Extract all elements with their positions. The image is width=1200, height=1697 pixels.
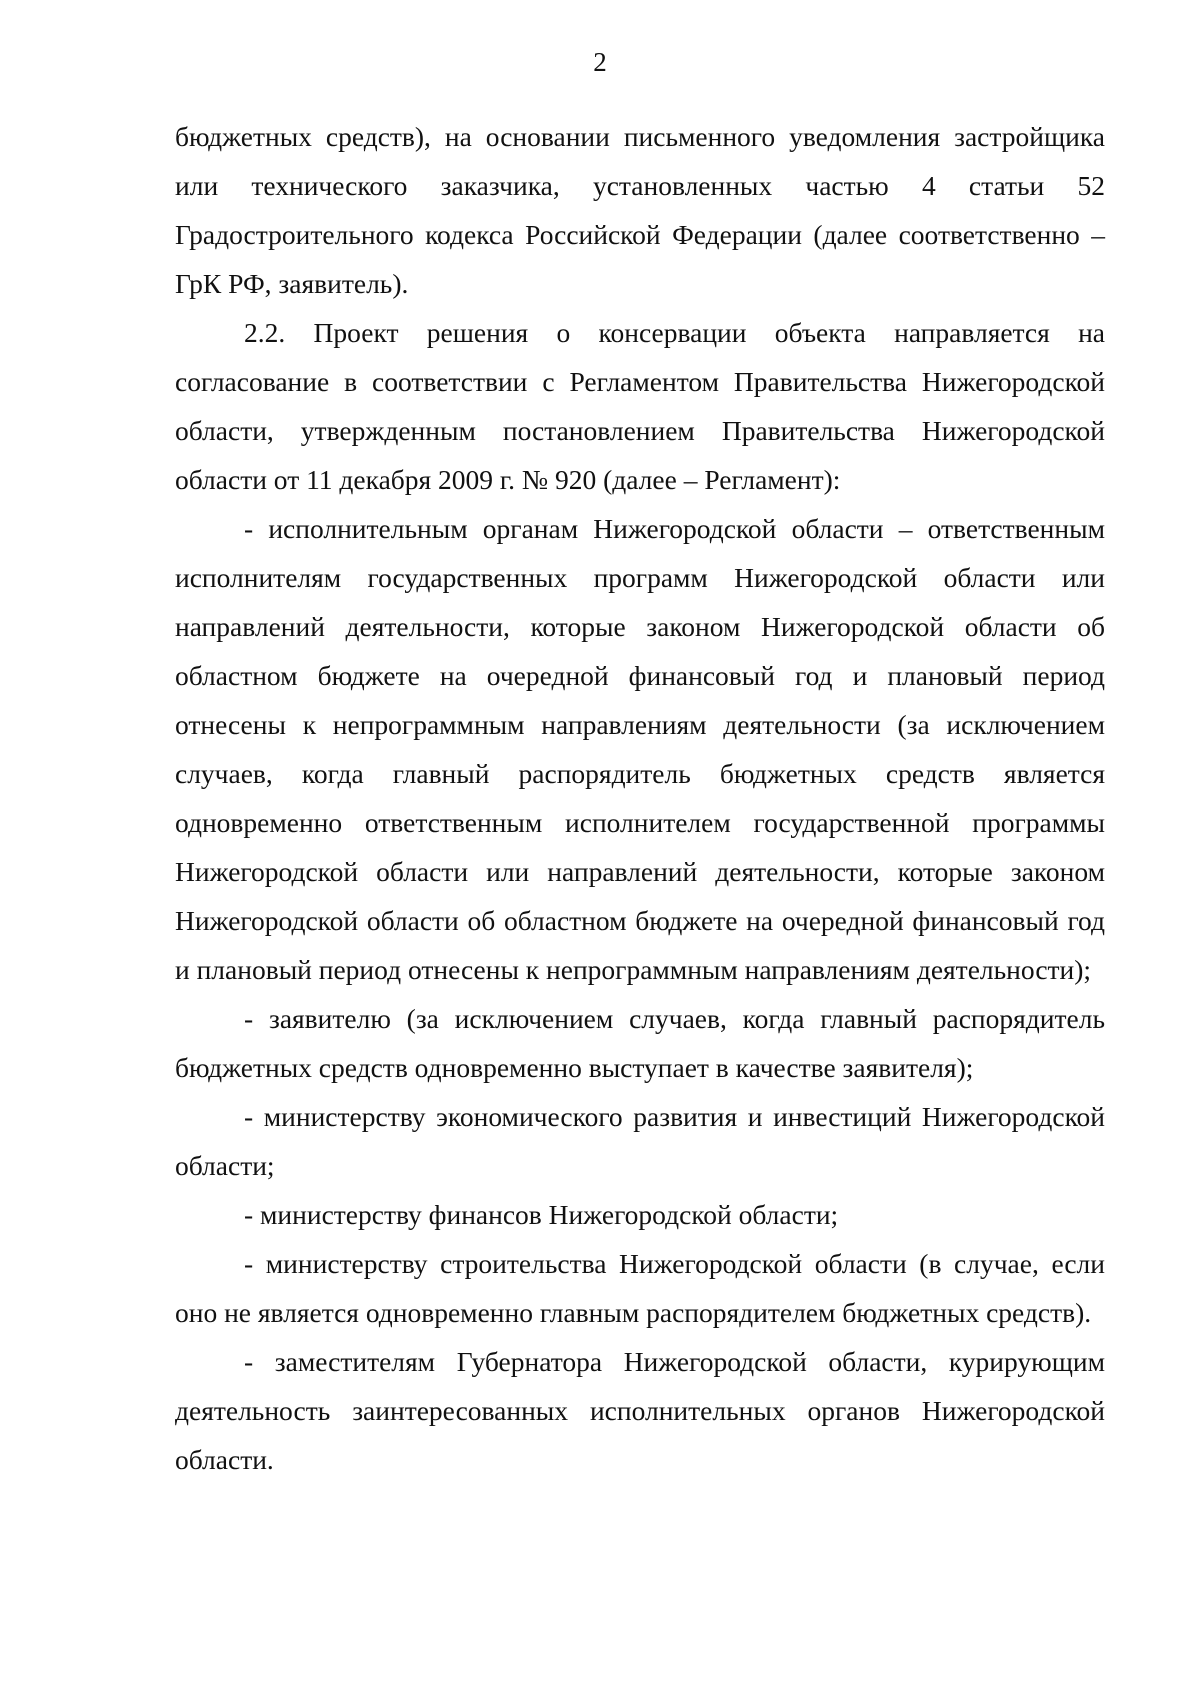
paragraph-2-2: 2.2. Проект решения о консервации объекта направляется на согласование в соответствии с Регламентом Правительства Нижегородской области, утвержденным постановлением Правительства Нижегородской области от 11 декабря 2009 г. № 920 (далее – Регламент): [175,317,1105,495]
page-number: 2 [593,47,607,77]
list-item-ministry-construction: - министерству строительства Нижегородской области (в случае, если оно не является одновременно главным распорядителем бюджетных средств). [175,1248,1105,1328]
list-item-ministry-economy: - министерству экономического развития и инвестиций Нижегородской области; [175,1101,1105,1181]
list-item-executive-bodies: - исполнительным органам Нижегородской области – ответственным исполнителям государственных программ Нижегородской области или направлений деятельности, которые законом Нижегородской области об областном бюджете на очередной финансовый год и плановый период отнесены к непрограммным направлениям деятельности (за исключением случаев, когда главный распорядитель бюджетных средств является одновременно ответственным исполнителем государственной программы Нижегородской области или направлений деятельности, которые законом Нижегородской области об областном бюджете на очередной финансовый год и плановый период отнесены к непрограммным направлениям деятельности); [175,513,1105,985]
document-body [175,112,1105,1484]
paragraph-continuation: бюджетных средств), на основании письменного уведомления застройщика или технического заказчика, установленных частью 4 статьи 52 Градостроительного кодекса Российской Федерации (далее соответственно – ГрК РФ, заявитель). [175,121,1105,299]
list-item-ministry-finance: - министерству финансов Нижегородской области; [244,1199,839,1230]
list-item-deputy-governors: - заместителям Губернатора Нижегородской области, курирующим деятельность заинтересованных исполнительных органов Нижегородской области. [175,1346,1105,1475]
list-item-applicant: - заявителю (за исключением случаев, когда главный распорядитель бюджетных средств одновременно выступает в качестве заявителя); [175,1003,1105,1083]
